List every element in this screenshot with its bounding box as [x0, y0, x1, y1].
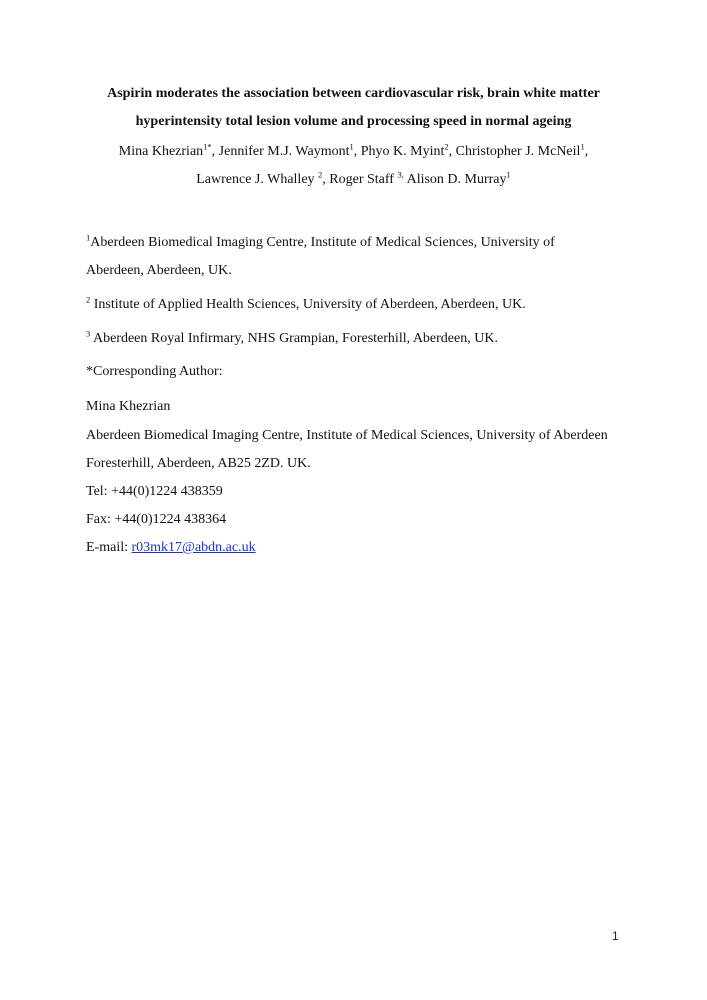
author-list-line-1: Mina Khezrian$^{1*}$, Jennifer M.J. Waymont$^1$, Phyo K. Myint$^2$, Christopher J. McNeil$^1$,: [118, 141, 589, 159]
email-line: [86, 540, 256, 556]
email-link[interactable]: r03mk17@abdn.ac.uk: [131, 540, 256, 555]
affiliation-text: Institute of Applied Health Sciences, University of Aberdeen, Aberdeen, UK.: [90, 297, 526, 312]
affiliation-mark: 2: [86, 294, 91, 305]
author-affiliation-mark: 1: [506, 169, 511, 180]
corresponding-address-line-2: Foresterhill, Aberdeen, AB25 2ZD. UK.: [86, 456, 311, 471]
corresponding-address-line-1: Aberdeen Biomedical Imaging Centre, Institute of Medical Sciences, University of Aberdeen: [86, 428, 608, 443]
author-name: Roger Staff: [329, 172, 398, 187]
affiliation-text: Aberdeen Biomedical Imaging Centre, Institute of Medical Sciences, University of: [90, 235, 555, 250]
author-affiliation-mark: 3,: [397, 169, 404, 180]
affiliation-1-line-2: Aberdeen, Aberdeen, UK.: [86, 263, 232, 278]
author-name: Mina Khezrian: [118, 144, 204, 159]
author-name: Alison D. Murray: [406, 172, 507, 187]
corresponding-author-name: Mina Khezrian: [86, 399, 171, 414]
affiliation-2: [86, 294, 526, 313]
affiliation-mark: 1: [86, 232, 91, 243]
affiliation-3: [86, 328, 498, 347]
author-list-line-2: Lawrence J. Whalley $^2$, Roger Staff $^{3,}$ Alison D. Murray$^1$: [196, 169, 511, 187]
affiliation-text: Aberdeen Royal Infirmary, NHS Grampian, Foresterhill, Aberdeen, UK.: [90, 331, 498, 346]
fax: Fax: +44(0)1224 438364: [86, 512, 227, 527]
corresponding-author-label: *Corresponding Author:: [86, 364, 223, 379]
author-name: Jennifer M.J. Waymont: [218, 144, 350, 159]
affiliation-mark: 3: [86, 328, 91, 339]
email-label: E-mail:: [86, 540, 132, 555]
affiliation-1-line-1: [86, 232, 555, 251]
paper-title-line-1: Aspirin moderates the association between cardiovascular risk, brain white matter: [107, 86, 600, 101]
page-number: 1: [612, 929, 619, 943]
paper-title-line-2: hyperintensity total lesion volume and processing speed in normal ageing: [135, 114, 572, 129]
author-affiliation-mark: 2: [318, 169, 323, 180]
author-name: Lawrence J. Whalley: [196, 172, 319, 187]
author-affiliation-mark: 1*: [203, 141, 212, 152]
author-name: Christopher J. McNeil: [455, 144, 581, 159]
author-affiliation-mark: 1: [580, 141, 585, 152]
telephone: Tel: +44(0)1224 438359: [86, 484, 223, 499]
author-name: Phyo K. Myint: [360, 144, 445, 159]
author-affiliation-mark: 2: [444, 141, 449, 152]
author-affiliation-mark: 1: [349, 141, 354, 152]
